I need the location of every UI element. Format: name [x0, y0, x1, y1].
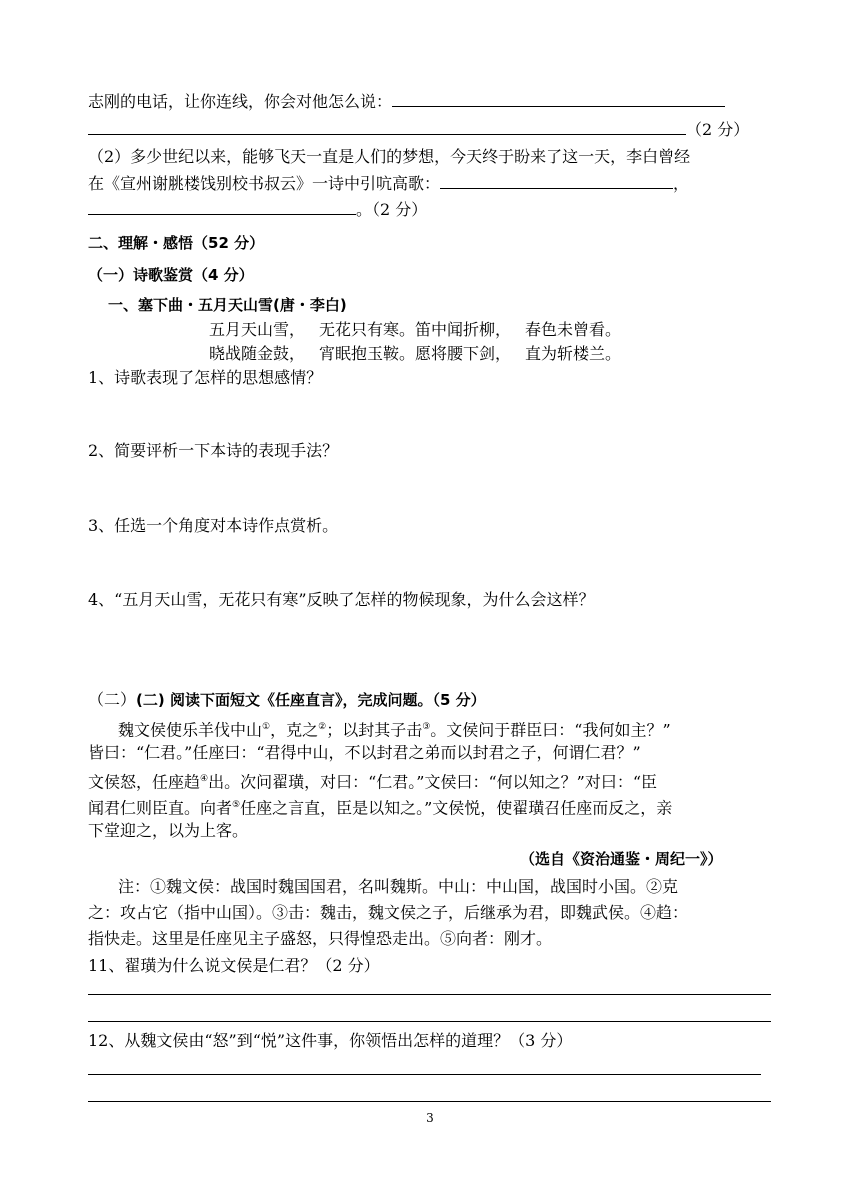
- q2-comma: ，: [673, 174, 690, 193]
- poem-seg: 无花只有寒。笛中闻折柳，: [319, 320, 512, 339]
- poem-seg: 宵眠抱玉鞍。愿将腰下剑，: [319, 344, 512, 363]
- question-12: 12、从魏文侯由“怒”到“悦”这件事，你领悟出怎样的道理？（3 分）: [88, 1031, 573, 1050]
- poem-section-title: （一）诗歌鉴赏（4 分）: [88, 266, 254, 284]
- answer-line-1: [88, 90, 725, 113]
- poem-seg: 五月天山雪，: [209, 320, 306, 339]
- poem-title: 一、塞下曲・五月天山雪(唐・李白): [108, 296, 347, 314]
- answer-blank-1[interactable]: [392, 90, 725, 107]
- passage-line-3: [88, 768, 657, 793]
- note-line-1: 注：①魏文侯：战国时魏国国君，名叫魏斯。中山：中山国，战国时小国。②克: [118, 877, 679, 896]
- poem-seg: 直为斩楼兰。: [525, 344, 622, 363]
- question-3: 3、任选一个角度对本诗作点赏析。: [88, 516, 339, 535]
- q2-line-2: [88, 172, 689, 195]
- passage-text: ，克之: [270, 720, 319, 740]
- reading-title: [88, 689, 486, 711]
- answer-rule[interactable]: [88, 1074, 761, 1075]
- footnote-mark: ④: [200, 774, 209, 784]
- passage-text: ；以封其子击: [326, 720, 423, 740]
- line1-text: 志刚的电话，让你连线，你会对他怎么说：: [88, 92, 393, 111]
- poem-seg: 晓战随金鼓，: [209, 344, 306, 363]
- question-11: 11、翟璜为什么说文侯是仁君？（2 分）: [88, 956, 380, 975]
- passage-text: 文侯怒，任座趋: [88, 772, 201, 792]
- footnote-mark: ②: [318, 722, 327, 732]
- footnote-mark: ①: [262, 722, 271, 732]
- answer-rule[interactable]: [88, 1021, 771, 1022]
- page-number: 3: [426, 1111, 434, 1125]
- poem-line-1: [209, 319, 621, 341]
- note-line-3: 指快走。这里是任座见主子盛怒，只得惶恐走出。⑤向者：刚才。: [88, 929, 553, 948]
- note-line-2: 之：攻占它（指中山国）。③击：魏击，魏文侯之子，后继承为君，即魏武侯。④趋：: [88, 903, 689, 922]
- question-2: 2、简要评析一下本诗的表现手法？: [88, 441, 339, 460]
- footnote-mark: ③: [422, 722, 431, 732]
- passage-line-4: [88, 794, 672, 819]
- q2-line3-end: 。（2 分）: [356, 200, 428, 219]
- question-1: 1、诗歌表现了怎样的思想感情？: [88, 368, 323, 387]
- q2-line-3: [88, 198, 427, 221]
- passage-text: 魏文侯使乐羊伐中山: [118, 720, 263, 740]
- passage-text: 闻君仁则臣直。向者: [88, 798, 233, 818]
- passage-line-2: 皆曰：“仁君。”任座曰：“君得中山，不以封君之弟而以封君之子，何谓仁君？”: [88, 743, 641, 762]
- section-title: 二、理解・感悟（52 分）: [88, 234, 265, 252]
- answer-blank-2[interactable]: [88, 118, 686, 135]
- q2-line-1: （2）多少世纪以来，能够飞天一直是人们的梦想，今天终于盼来了这一天，李白曾经: [88, 147, 691, 166]
- passage-line-5: 下堂迎之，以为上客。: [88, 821, 249, 840]
- answer-rule[interactable]: [88, 1101, 771, 1102]
- answer-blank-4[interactable]: [88, 198, 356, 215]
- q2-line2-text: 在《宣州谢脁楼饯别校书叔云》一诗中引吭高歌：: [88, 174, 441, 193]
- answer-rule[interactable]: [88, 994, 771, 995]
- answer-blank-3[interactable]: [440, 172, 673, 189]
- reading-title-bold: (二) 阅读下面短文《任座直言》，完成问题。（5 分）: [136, 691, 486, 709]
- answer-line-2: [88, 118, 749, 141]
- line2-score: （2 分）: [686, 120, 750, 139]
- passage-source: （选自《资治通鉴・周纪一》）: [520, 850, 723, 868]
- poem-line-2: [209, 343, 621, 365]
- passage-text: 出。次问翟璜，对曰：“仁君。”文侯曰：“何以知之？”对曰：“臣: [208, 772, 657, 792]
- passage-line-1: [118, 716, 671, 741]
- footnote-mark: ⑤: [232, 800, 241, 810]
- passage-text: 任座之言直，臣是以知之。”文侯悦，使翟璜召任座而反之，亲: [240, 798, 673, 818]
- poem-seg: 春色未曾看。: [525, 320, 622, 339]
- question-4: 4、“五月天山雪，无花只有寒”反映了怎样的物候现象，为什么会这样？: [88, 590, 595, 609]
- reading-title-prefix: （二）: [88, 690, 137, 709]
- passage-text: 。文侯问于群臣曰：“我何如主？”: [430, 720, 671, 740]
